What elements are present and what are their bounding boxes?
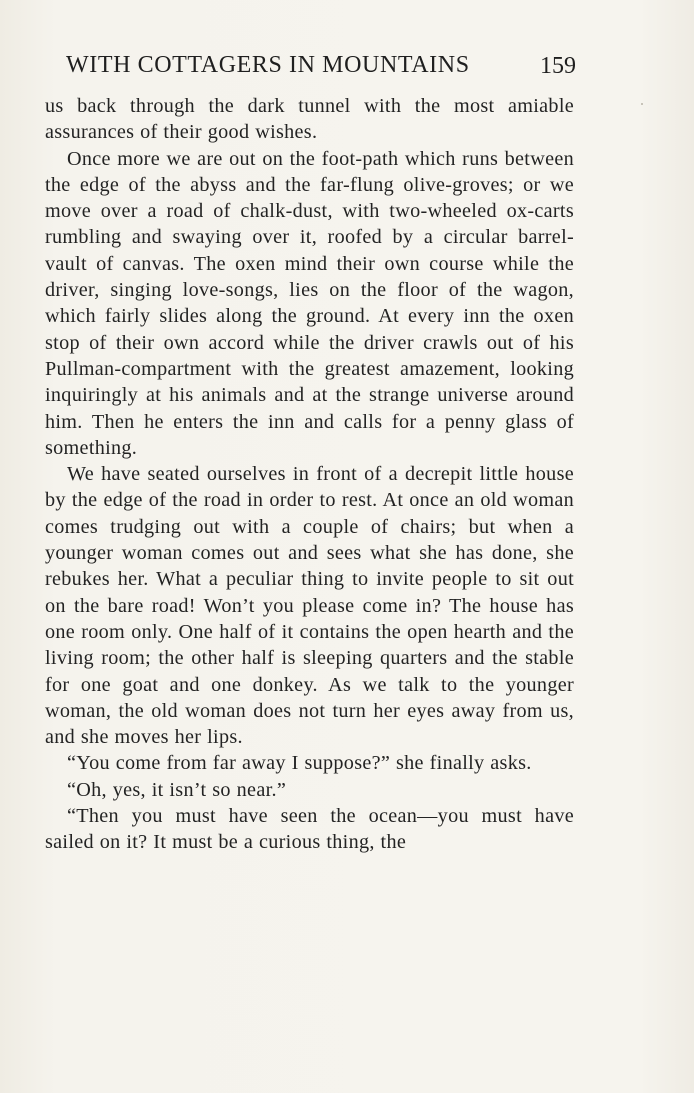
paragraph-oxcarts: Once more we are out on the foot-path which runs between the edge of the abyss and the far-flung olive-groves; or we move over a road of chalk-dust, with two-wheeled ox-carts rumbling and swaying over it, roofed by a circular barrel-vault of canvas. The oxen mind their own course while the driver, singing love-songs, lies on the floor of the wagon, which fairly slides along the ground. At every inn the oxen stop of their own accord while the driver crawls out of his Pullman-compartment with the greatest amazement, looking inquiringly at his animals and at the strange universe around him. Then he enters the inn and calls for a penny glass of something.: [45, 147, 574, 459]
dialogue-ocean: “Then you must have seen the ocean—you must have sailed on it? It must be a curious thing, the: [45, 805, 574, 854]
dialogue-answer: “Oh, yes, it isn’t so near.”: [67, 778, 287, 801]
paragraph-old-woman: We have seated ourselves in front of a decrepit little house by the edge of the road in order to rest. At once an old woman comes trudging out with a couple of chairs; but when a younger woman comes out and sees what she has done, she rebukes her. What a peculiar thing to invite people to sit out on the bare road! Won’t you please come in? The house has one room only. One half of it contains the open hearth and the living room; the other half is sleeping quarters and the stable for one goat and one donkey. As we talk to the younger woman, the old woman does not turn her eyes away from us, and she moves her lips.: [45, 463, 574, 749]
paragraph-continued: us back through the dark tunnel with the most amiable assurances of their good wishes.: [45, 95, 574, 144]
dialogue-question: “You come from far away I suppose?” she finally asks.: [67, 752, 532, 775]
page-header: [66, 52, 576, 82]
paper-speck: [641, 103, 643, 105]
body-text: [45, 93, 574, 856]
running-head: WITH COTTAGERS IN MOUNTAINS: [66, 52, 470, 78]
page-number: 159: [540, 53, 576, 79]
